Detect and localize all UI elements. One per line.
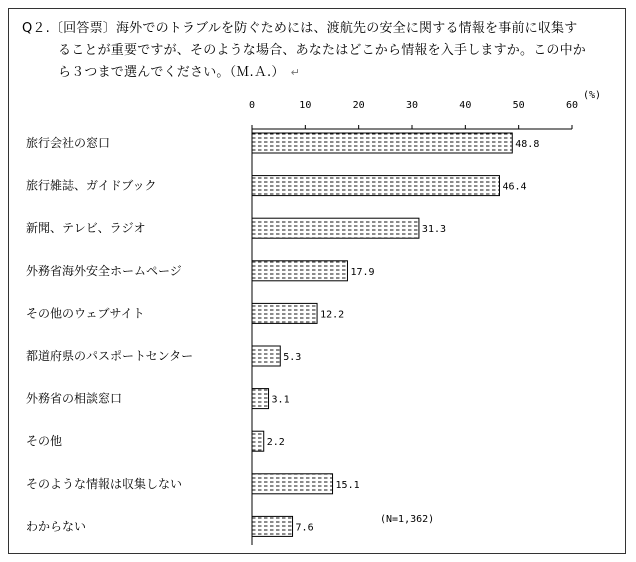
value-label-6: 3.1: [271, 394, 290, 406]
bar-4: [252, 303, 317, 323]
category-label-5: 都道府県のパスポートセンター: [26, 349, 194, 363]
return-mark: ↵: [290, 66, 300, 79]
x-tick-label-3: 30: [405, 100, 419, 111]
bar-6: [252, 389, 269, 409]
bar-1: [252, 176, 499, 196]
bar-5: [252, 346, 280, 366]
category-label-2: 新聞、テレビ、ラジオ: [26, 221, 146, 236]
value-label-3: 17.9: [350, 266, 375, 278]
value-label-4: 12.2: [320, 309, 345, 321]
x-tick-label-4: 40: [459, 100, 472, 111]
value-label-2: 31.3: [421, 224, 447, 236]
value-label-7: 2.2: [266, 437, 285, 449]
value-label-0: 48.8: [515, 139, 540, 150]
bar-9: [252, 516, 293, 536]
category-label-0: 旅行会社の窓口: [26, 136, 111, 150]
question-line-1: Q２.〔回答票〕海外でのトラブルを防ぐためには、渡航先の安全に関する情報を事前に収集す: [22, 21, 578, 36]
question-line-2: ることが重要ですが、そのような場合、あなたはどこから情報を入手しますか。この中か: [58, 43, 587, 58]
category-label-8: そのような情報は収集しない: [26, 476, 183, 491]
x-tick-label-6: 60: [565, 100, 579, 111]
question-line-3-text: ら３つまで選んでください。（Ｍ.Ａ.）: [58, 65, 285, 80]
axis-unit-label: (%): [583, 90, 602, 101]
x-tick-label-1: 10: [299, 100, 312, 111]
category-label-7: その他: [26, 434, 63, 449]
category-label-9: わからない: [26, 519, 87, 534]
category-label-6: 外務省の相談窓口: [26, 391, 123, 406]
category-label-3: 外務省海外安全ホームページ: [26, 263, 182, 278]
x-tick-label-2: 20: [352, 100, 365, 111]
category-label-1: 旅行雑誌、ガイドブック: [26, 178, 157, 193]
bar-0: [252, 133, 512, 153]
bar-8: [252, 474, 333, 494]
category-label-4: その他のウェブサイト: [26, 306, 145, 321]
bar-2: [252, 218, 419, 238]
x-tick-label-5: 50: [512, 100, 525, 111]
value-label-1: 46.4: [502, 181, 527, 193]
sample-size-note: (N=1,362): [380, 514, 435, 525]
value-label-5: 5.3: [283, 352, 302, 363]
bar-7: [252, 431, 264, 451]
value-label-9: 7.6: [295, 522, 314, 534]
value-label-8: 15.1: [335, 479, 360, 491]
bar-3: [252, 261, 347, 281]
x-tick-label-0: 0: [248, 100, 256, 111]
